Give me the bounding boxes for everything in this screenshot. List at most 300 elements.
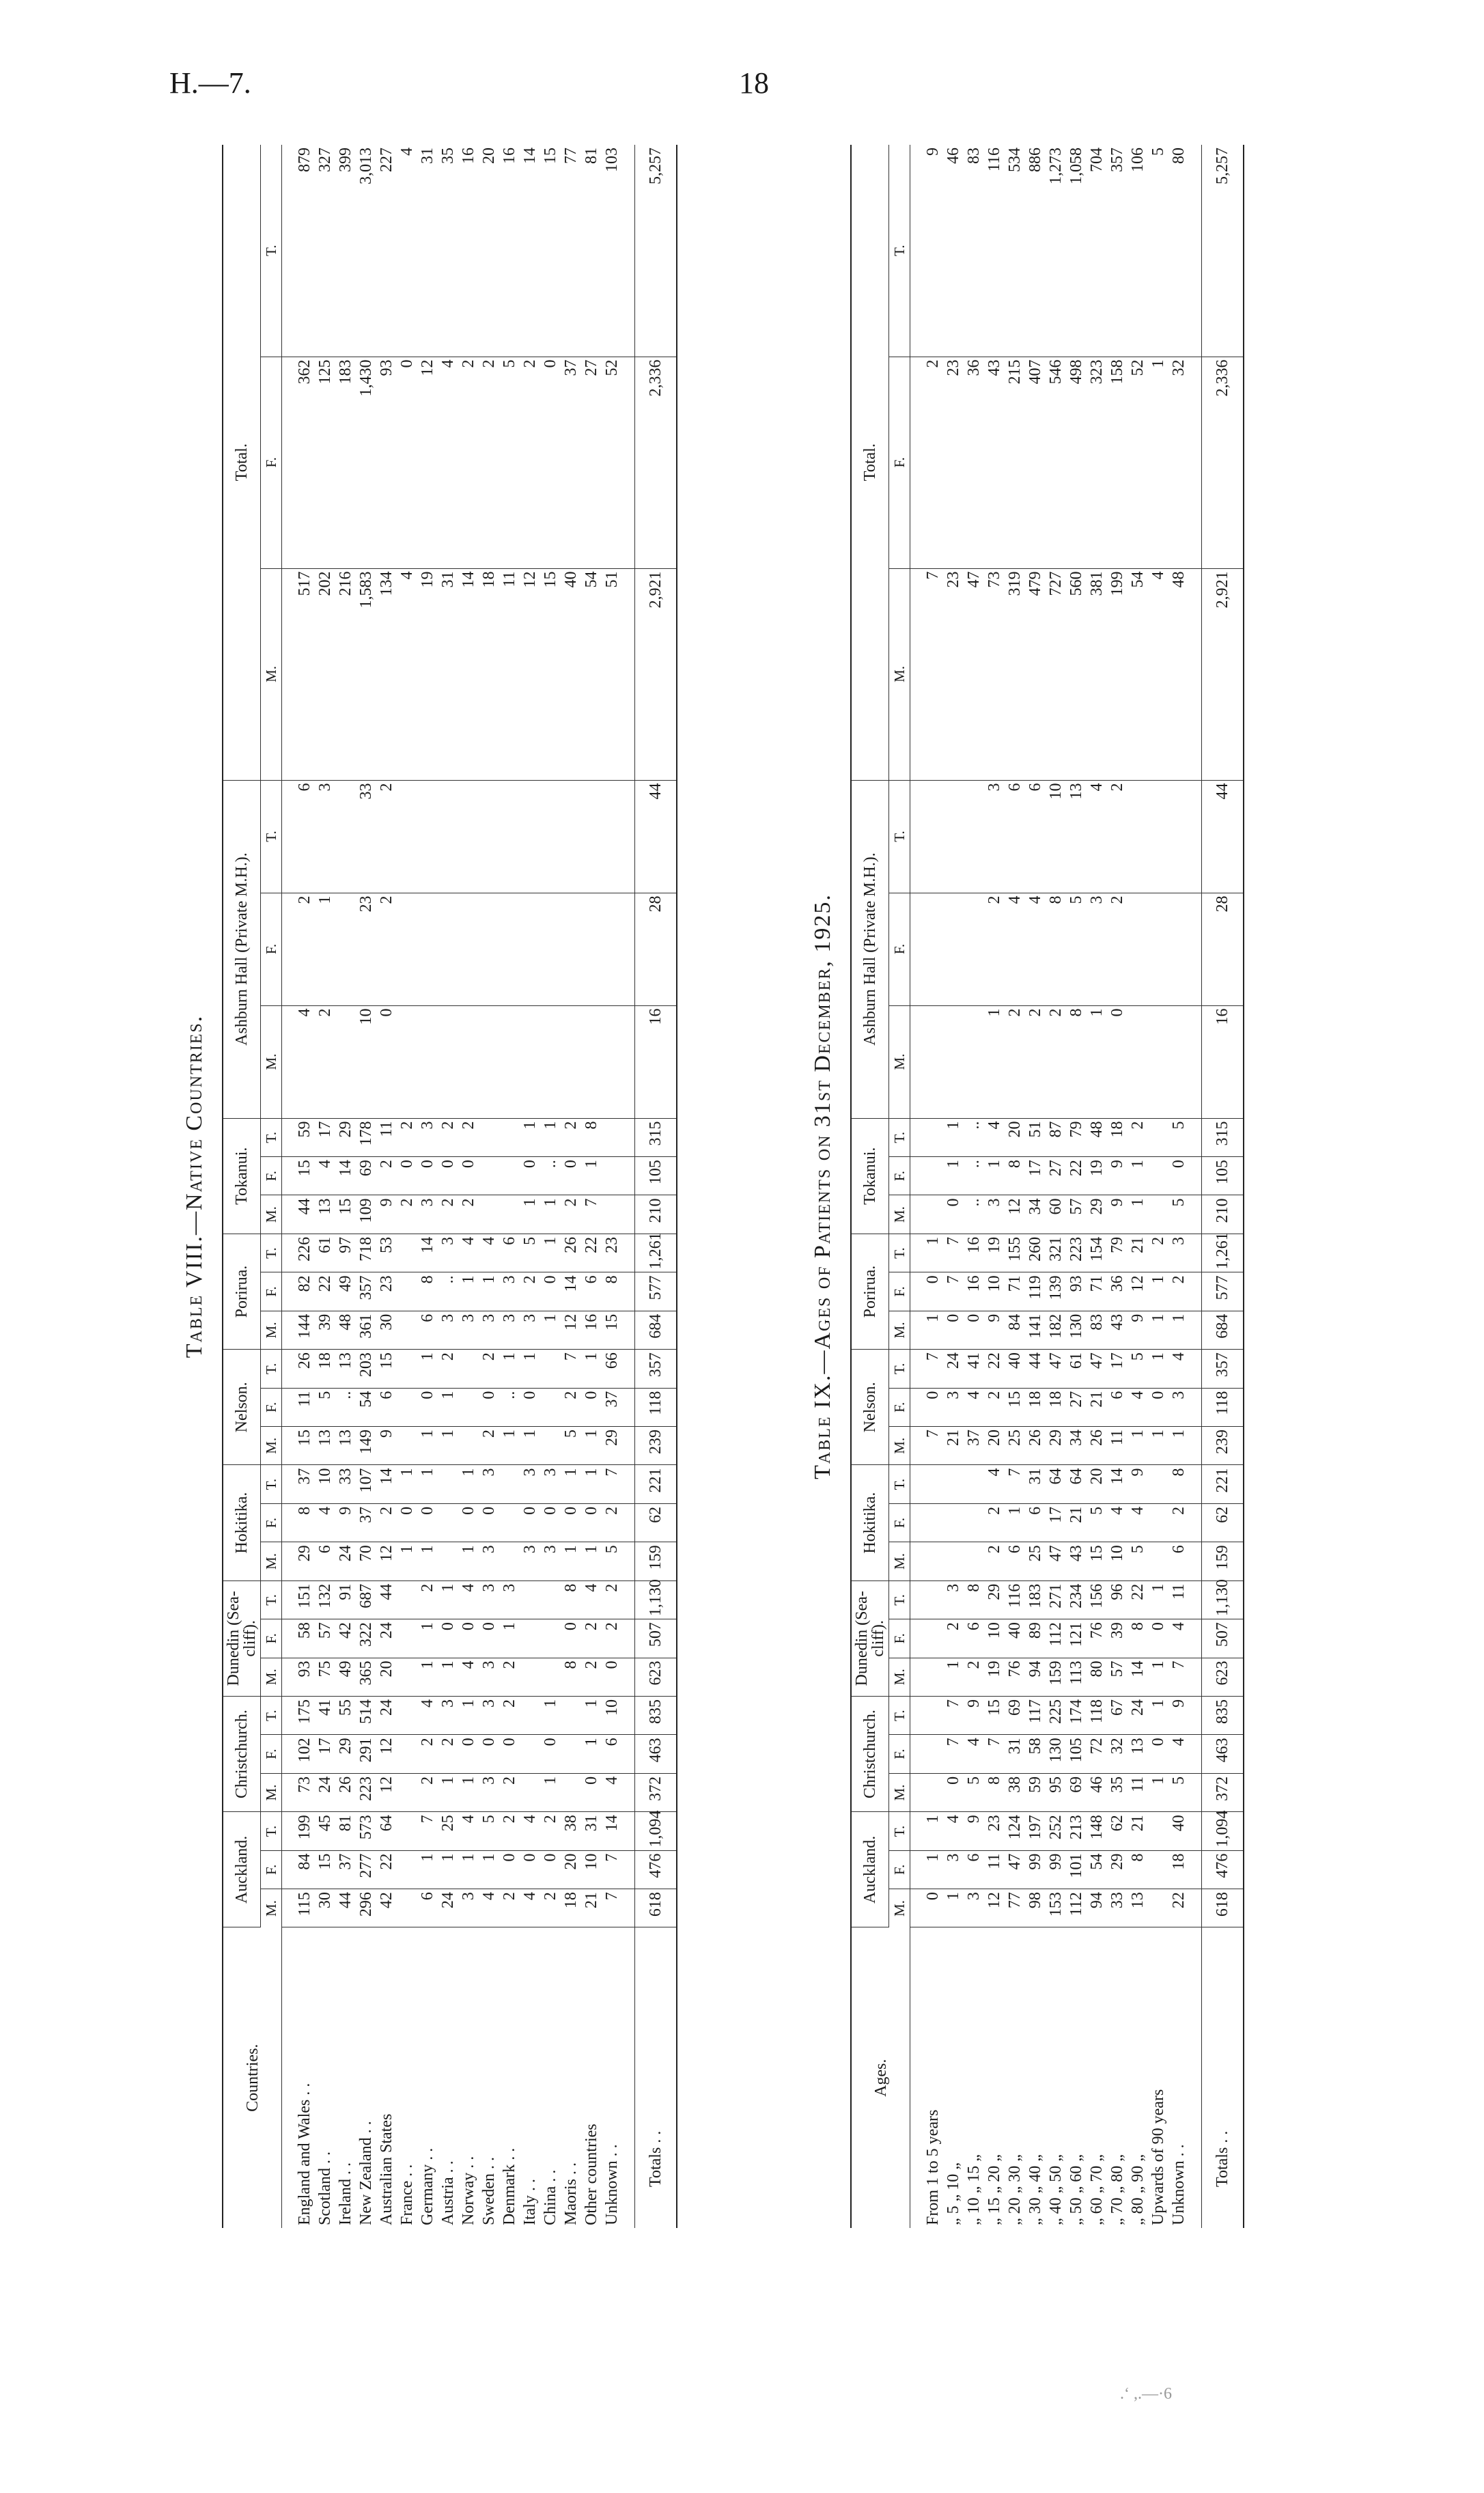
cell-value: 1 — [581, 1465, 602, 1503]
cell-value: 29 — [335, 1118, 356, 1157]
cell-value: 1 — [581, 1735, 602, 1773]
cell-value — [943, 780, 964, 893]
cell-value: 9 — [1128, 1311, 1148, 1349]
column-header: Hokitika. — [223, 1465, 261, 1580]
subheader-t: T. — [261, 1234, 282, 1272]
cell-value: 0 — [561, 1619, 581, 1658]
spacer-cell — [910, 1580, 923, 1619]
cell-value: 153 — [1046, 1889, 1066, 1927]
total-value: 1,261 — [635, 1234, 677, 1272]
cell-value: 48 — [1168, 568, 1189, 780]
cell-value — [964, 1465, 984, 1503]
row-label — [397, 1927, 417, 2228]
cell-value: 1 — [479, 1850, 499, 1889]
cell-value: 0 — [417, 1503, 438, 1542]
row-label-text: Other countries — [583, 2123, 600, 2225]
cell-value: 8 — [1066, 1005, 1087, 1118]
cell-value: 8 — [1168, 1465, 1189, 1503]
cell-value: 39 — [1107, 1619, 1128, 1658]
spacer-cell — [282, 1388, 295, 1426]
cell-value: 2 — [1107, 893, 1128, 1005]
cell-value — [561, 1735, 581, 1773]
cell-value: 18 — [479, 568, 499, 780]
cell-value: 14 — [417, 1234, 438, 1272]
row-label — [499, 1927, 520, 2228]
cell-value: 1 — [438, 1580, 458, 1619]
cell-value — [397, 1889, 417, 1927]
cell-value: 1 — [943, 1157, 964, 1195]
spacer-cell — [282, 1311, 295, 1349]
cell-value: 13 — [335, 1350, 356, 1388]
cell-value: 0 — [561, 1157, 581, 1195]
cell-value: 1 — [1148, 357, 1168, 568]
cell-value: 44 — [376, 1580, 397, 1619]
spacer-cell — [1189, 1234, 1202, 1272]
cell-value: 1,583 — [356, 568, 376, 780]
cell-value: 19 — [984, 1234, 1005, 1272]
cell-value: 13 — [315, 1195, 335, 1234]
cell-value: 25 — [438, 1812, 458, 1850]
cell-value — [561, 780, 581, 893]
cell-value: 21 — [1128, 1812, 1148, 1850]
cell-value — [458, 1388, 479, 1426]
cell-value: 7 — [417, 1812, 438, 1850]
cell-value: 3 — [479, 1311, 499, 1349]
cell-value: 2 — [520, 1272, 540, 1311]
cell-value: 33 — [356, 780, 376, 893]
cell-value — [499, 1118, 520, 1157]
table-row — [1087, 145, 1107, 2228]
cell-value — [923, 1157, 943, 1195]
subheader-row — [261, 145, 282, 2228]
spacer-cell — [1189, 1272, 1202, 1311]
cell-value — [923, 1658, 943, 1696]
cell-value: 1 — [561, 1542, 581, 1580]
cell-value: 79 — [1066, 1118, 1087, 1157]
cell-value: 4 — [1025, 893, 1046, 1005]
cell-value: 0 — [964, 1311, 984, 1349]
cell-value: 4 — [602, 1773, 622, 1811]
spacer-cell — [282, 1350, 295, 1388]
cell-value: 1 — [417, 1427, 438, 1465]
cell-value — [540, 1427, 561, 1465]
cell-value: 155 — [1005, 1234, 1025, 1272]
cell-value: 3 — [964, 1889, 984, 1927]
cell-value: 1 — [479, 1272, 499, 1311]
table-row — [581, 145, 602, 2228]
cell-value: 82 — [294, 1272, 315, 1311]
spacer-cell — [622, 1503, 635, 1542]
cell-value: 1 — [458, 1542, 479, 1580]
cell-value: 2 — [540, 1812, 561, 1850]
cell-value: 12 — [984, 1889, 1005, 1927]
spacer-cell — [910, 1005, 923, 1118]
cell-value: 1 — [923, 1234, 943, 1272]
cell-value: 154 — [1087, 1234, 1107, 1272]
cell-value: 134 — [376, 568, 397, 780]
cell-value — [397, 1658, 417, 1696]
cell-value: 3 — [479, 1773, 499, 1811]
spacer-cell — [622, 145, 635, 357]
cell-value: 54 — [356, 1388, 376, 1426]
spacer-cell — [1189, 568, 1202, 780]
cell-value: 223 — [1066, 1234, 1087, 1272]
column-header: Tokanui. — [223, 1118, 261, 1234]
cell-value: 116 — [984, 145, 1005, 357]
cell-value: 22 — [581, 1234, 602, 1272]
cell-value — [335, 780, 356, 893]
row-label-text: Denmark . . — [501, 2147, 518, 2225]
cell-value: 12 — [1128, 1272, 1148, 1311]
cell-value — [397, 1773, 417, 1811]
cell-value: 1 — [984, 1157, 1005, 1195]
subheader-t: T. — [889, 780, 910, 893]
row-label — [923, 1927, 943, 2228]
cell-value: 13 — [335, 1427, 356, 1465]
cell-value: 10 — [1046, 780, 1066, 893]
cell-value: 3,013 — [356, 145, 376, 357]
cell-value — [602, 1157, 622, 1195]
subheader-t: T. — [889, 1234, 910, 1272]
cell-value: 43 — [984, 357, 1005, 568]
spacer-cell — [282, 1735, 295, 1773]
spacer-cell — [282, 1118, 295, 1157]
total-value: 357 — [1202, 1350, 1244, 1388]
spacer-cell — [1189, 1503, 1202, 1542]
total-value: 62 — [635, 1503, 677, 1542]
cell-value — [458, 1427, 479, 1465]
cell-value: 26 — [1087, 1427, 1107, 1465]
cell-value: 0 — [376, 1005, 397, 1118]
cell-value: 69 — [1005, 1696, 1025, 1734]
row-label-text: „ 70 „ 80 „ — [1108, 2154, 1126, 2225]
total-value: 44 — [1202, 780, 1244, 893]
cell-value: 44 — [335, 1889, 356, 1927]
cell-value: 704 — [1087, 145, 1107, 357]
subheader-m: M. — [261, 1773, 282, 1811]
cell-value: 0 — [581, 1773, 602, 1811]
cell-value: 8 — [1128, 1619, 1148, 1658]
row-label — [417, 1927, 438, 2228]
cell-value: 216 — [335, 568, 356, 780]
column-header: Christchurch. — [851, 1696, 889, 1811]
cell-value: 1 — [1128, 1427, 1148, 1465]
table-viii-title-sub: —Native Countries. — [182, 1014, 207, 1235]
cell-value: 61 — [1066, 1350, 1087, 1388]
cell-value: 1 — [438, 1658, 458, 1696]
total-value: 618 — [1202, 1889, 1244, 1927]
totals-row — [1202, 145, 1244, 2228]
cell-value: 0 — [520, 1850, 540, 1889]
cell-value: 1 — [1148, 1350, 1168, 1388]
spacer-cell — [282, 1658, 295, 1696]
cell-value: 291 — [356, 1735, 376, 1773]
cell-value: 46 — [1087, 1773, 1107, 1811]
cell-value: 29 — [1046, 1427, 1066, 1465]
cell-value: 3 — [479, 1696, 499, 1734]
spacer-cell — [282, 1005, 295, 1118]
row-label — [1128, 1927, 1148, 2228]
cell-value: 29 — [602, 1427, 622, 1465]
cell-value: 4 — [964, 1735, 984, 1773]
spacer-cell — [282, 1157, 295, 1195]
cell-value: 4 — [1168, 1735, 1189, 1773]
cell-value: 11 — [984, 1850, 1005, 1889]
table-row — [417, 145, 438, 2228]
cell-value: 0 — [943, 1195, 964, 1234]
cell-value: 1 — [417, 1542, 438, 1580]
cell-value: 0 — [581, 1503, 602, 1542]
cell-value: 115 — [294, 1889, 315, 1927]
subheader-f: F. — [261, 1503, 282, 1542]
cell-value: 71 — [1087, 1272, 1107, 1311]
cell-value: 84 — [1005, 1311, 1025, 1349]
table-row — [1148, 145, 1168, 2228]
spacer-cell — [622, 1812, 635, 1850]
row-label-text: Norway . . — [460, 2156, 477, 2225]
cell-value: 44 — [294, 1195, 315, 1234]
spacer-cell — [622, 1118, 635, 1157]
cell-value: 5 — [561, 1427, 581, 1465]
spacer-cell — [910, 1388, 923, 1426]
cell-value: 174 — [1066, 1696, 1087, 1734]
cell-value: 0 — [417, 1388, 438, 1426]
cell-value — [923, 1118, 943, 1157]
cell-value: 16 — [499, 145, 520, 357]
spacer-cell — [910, 1350, 923, 1388]
cell-value: 2 — [499, 1889, 520, 1927]
cell-value: 4 — [520, 1812, 540, 1850]
cell-value: 4 — [458, 1812, 479, 1850]
cell-value: 879 — [294, 145, 315, 357]
subheader-f: F. — [889, 1850, 910, 1889]
cell-value: 9 — [1168, 1696, 1189, 1734]
cell-value — [397, 1234, 417, 1272]
cell-value: 2 — [417, 1735, 438, 1773]
cell-value: 47 — [1005, 1850, 1025, 1889]
spacer-cell — [910, 1427, 923, 1465]
cell-value: 84 — [294, 1850, 315, 1889]
cell-value: 1 — [520, 1350, 540, 1388]
table-row — [1107, 145, 1128, 2228]
cell-value: 1 — [438, 1773, 458, 1811]
cell-value: 47 — [1046, 1350, 1066, 1388]
cell-value: 35 — [438, 145, 458, 357]
cell-value: 1 — [943, 1658, 964, 1696]
cell-value — [1128, 780, 1148, 893]
cell-value — [397, 1311, 417, 1349]
cell-value: 215 — [1005, 357, 1025, 568]
cell-value: 9 — [964, 1696, 984, 1734]
subheader-m: M. — [261, 1311, 282, 1349]
column-header: Nelson. — [851, 1350, 889, 1465]
cell-value: 7 — [602, 1889, 622, 1927]
cell-value: 15 — [294, 1427, 315, 1465]
cell-value — [1128, 1005, 1148, 1118]
cell-value: .. — [964, 1195, 984, 1234]
cell-value: 76 — [1005, 1658, 1025, 1696]
cell-value: 119 — [1025, 1272, 1046, 1311]
row-label-text: „ 5 „ 10 „ — [944, 2162, 962, 2225]
cell-value — [1148, 1812, 1168, 1850]
cell-value: 4 — [1087, 780, 1107, 893]
spacer-cell — [910, 1311, 923, 1349]
cell-value: 2 — [417, 1773, 438, 1811]
cell-value: 1 — [520, 1427, 540, 1465]
cell-value: 361 — [356, 1311, 376, 1349]
cell-value: 252 — [1046, 1812, 1066, 1850]
cell-value: 40 — [561, 568, 581, 780]
total-value: 372 — [635, 1773, 677, 1811]
total-value: 118 — [635, 1388, 677, 1426]
cell-value: 2 — [438, 1195, 458, 1234]
cell-value: 8 — [417, 1272, 438, 1311]
row-label-text: „ 50 „ 60 „ — [1067, 2154, 1085, 2225]
cell-value: 10 — [602, 1696, 622, 1734]
cell-value: 0 — [540, 1503, 561, 1542]
cell-value: 14 — [520, 145, 540, 357]
cell-value: 139 — [1046, 1272, 1066, 1311]
cell-value: 22 — [984, 1350, 1005, 1388]
total-value: 105 — [635, 1157, 677, 1195]
cell-value: 15 — [376, 1350, 397, 1388]
cell-value: 2 — [984, 893, 1005, 1005]
cell-value: 22 — [376, 1850, 397, 1889]
subheader-f: F. — [889, 1735, 910, 1773]
cell-value — [561, 893, 581, 1005]
table-row — [294, 145, 315, 2228]
cell-value: 7 — [943, 1272, 964, 1311]
row-label — [315, 1927, 335, 2228]
cell-value: 9 — [1107, 1157, 1128, 1195]
spacer-cell — [1189, 1735, 1202, 1773]
cell-value — [438, 1503, 458, 1542]
cell-value: 7 — [1168, 1658, 1189, 1696]
cell-value: 1 — [984, 1005, 1005, 1118]
spacer-cell — [1189, 1157, 1202, 1195]
row-label — [964, 1927, 984, 2228]
spacer-cell — [1189, 1658, 1202, 1696]
cell-value: 0 — [1107, 1005, 1128, 1118]
spacer-cell — [1189, 1195, 1202, 1234]
spacer-cell — [622, 1696, 635, 1734]
cell-value: 6 — [376, 1388, 397, 1426]
cell-value: 1 — [540, 1234, 561, 1272]
cell-value: 2 — [602, 1619, 622, 1658]
cell-value: 0 — [1148, 1735, 1168, 1773]
column-header: Ashburn Hall (Private M.H.). — [851, 780, 889, 1118]
cell-value: 5 — [1128, 1350, 1148, 1388]
spacer-cell — [910, 1773, 923, 1811]
spacer-cell — [622, 1580, 635, 1619]
cell-value: 1 — [417, 1465, 438, 1503]
cell-value: 718 — [356, 1234, 376, 1272]
row-label-text: China . . — [542, 2169, 559, 2225]
spacer-cell — [1189, 893, 1202, 1005]
cell-value: 0 — [1168, 1157, 1189, 1195]
total-value: 357 — [635, 1350, 677, 1388]
cell-value: 47 — [1046, 1542, 1066, 1580]
subheader-t: T. — [889, 1118, 910, 1157]
subheader-f: F. — [261, 1619, 282, 1658]
cell-value: 15 — [1087, 1542, 1107, 1580]
spacer-cell — [1189, 780, 1202, 893]
cell-value — [499, 1542, 520, 1580]
cell-value: 20 — [561, 1850, 581, 1889]
table-viii-rotated — [174, 145, 751, 2228]
total-value: 684 — [1202, 1311, 1244, 1349]
cell-value: 223 — [356, 1773, 376, 1811]
cell-value — [397, 893, 417, 1005]
cell-value: 14 — [602, 1812, 622, 1850]
spacer-row — [282, 145, 295, 2228]
cell-value: 4 — [1128, 1388, 1148, 1426]
cell-value: 130 — [1046, 1735, 1066, 1773]
column-header: Total. — [223, 145, 261, 780]
cell-value: 4 — [984, 1118, 1005, 1157]
cell-value — [602, 1005, 622, 1118]
cell-value: 277 — [356, 1850, 376, 1889]
cell-value: 54 — [1087, 1850, 1107, 1889]
cell-value: 151 — [294, 1580, 315, 1619]
cell-value: 8 — [964, 1580, 984, 1619]
cell-value: 1 — [458, 1465, 479, 1503]
spacer-row — [622, 145, 635, 2228]
total-value: 221 — [635, 1465, 677, 1503]
cell-value: 9 — [376, 1427, 397, 1465]
cell-value: 886 — [1025, 145, 1046, 357]
cell-value — [602, 1118, 622, 1157]
cell-value: 130 — [1066, 1311, 1087, 1349]
cell-value: 20 — [984, 1427, 1005, 1465]
total-value: 28 — [635, 893, 677, 1005]
cell-value: 94 — [1025, 1658, 1046, 1696]
cell-value: 117 — [1025, 1696, 1046, 1734]
cell-value: 52 — [602, 357, 622, 568]
spacer-cell — [1189, 1580, 1202, 1619]
row-label-text: „ 10 „ 15 „ — [965, 2154, 983, 2225]
spacer-cell — [1189, 1118, 1202, 1157]
cell-value: 23 — [602, 1234, 622, 1272]
table-row — [1128, 145, 1148, 2228]
cell-value: 1 — [520, 1118, 540, 1157]
spacer-cell — [622, 1619, 635, 1658]
cell-value — [417, 780, 438, 893]
total-value: 16 — [1202, 1005, 1244, 1118]
table-ix-title-sub: —Ages of Patients on 31st December, 1925. — [810, 893, 835, 1374]
cell-value: 17 — [1107, 1350, 1128, 1388]
cell-value: 4 — [417, 1696, 438, 1734]
cell-value — [479, 1195, 499, 1234]
cell-value: 9 — [984, 1311, 1005, 1349]
cell-value — [1148, 1157, 1168, 1195]
cell-value: 1 — [417, 1850, 438, 1889]
total-value: 835 — [1202, 1696, 1244, 1734]
spacer-cell — [910, 1157, 923, 1195]
cell-value — [540, 1350, 561, 1388]
cell-value: 31 — [1005, 1735, 1025, 1773]
total-value: 315 — [1202, 1118, 1244, 1157]
cell-value: 1 — [1087, 1005, 1107, 1118]
cell-value — [438, 780, 458, 893]
total-value: 1,094 — [1202, 1812, 1244, 1850]
subheader-m: M. — [261, 1542, 282, 1580]
row-label — [1148, 1927, 1168, 2228]
cell-value: 42 — [335, 1619, 356, 1658]
cell-value: 8 — [1128, 1850, 1148, 1889]
cell-value — [923, 1580, 943, 1619]
spacer-cell — [622, 1735, 635, 1773]
